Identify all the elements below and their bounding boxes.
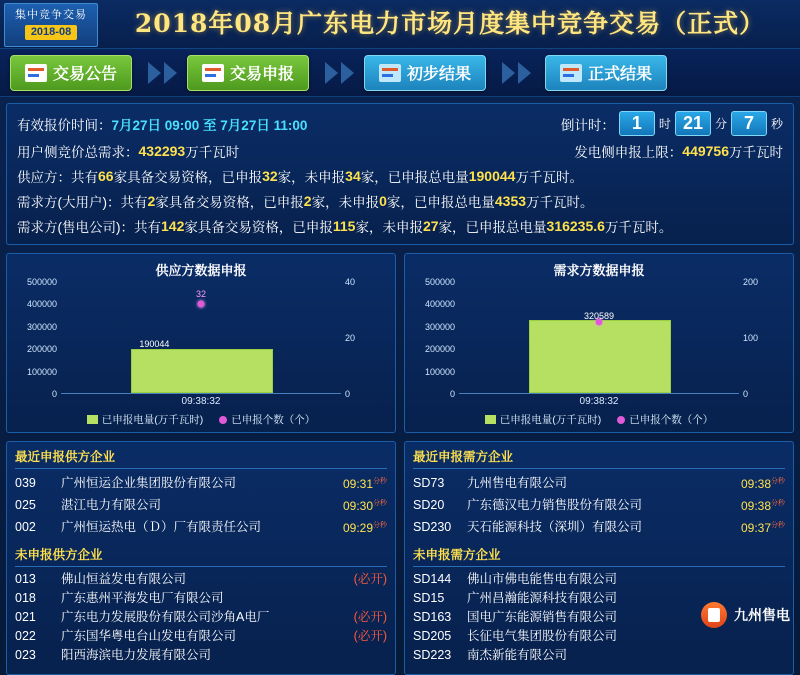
step-bar [0, 49, 800, 97]
legend-energy: 已申报电量(万千瓦时) [485, 412, 602, 427]
countdown-minutes-unit: 分 [714, 117, 727, 131]
countdown-seconds: 7 [731, 111, 767, 136]
chart-plot [15, 277, 387, 399]
wechat-badge-icon [701, 602, 727, 628]
company-name: 广州昌瀚能源科技有限公司 [467, 591, 618, 605]
declare-time: $09:38^{分秒}$ [740, 499, 785, 513]
stat-prefix: 需求方(售电公司)：共有 [17, 220, 161, 235]
declare-time: $09:30^{分秒}$ [342, 499, 387, 513]
company-name: 湛江电力有限公司 [61, 497, 162, 512]
list-item[interactable] [15, 472, 387, 494]
marker-count [198, 301, 205, 308]
list-item[interactable] [413, 516, 785, 538]
step-arrow-3 [502, 62, 531, 84]
company-name: 广州恒运企业集团股份有限公司 [61, 475, 237, 490]
stat-undeclared: 0 [379, 193, 387, 209]
company-name: 佛山市佛电能售电有限公司 [467, 572, 618, 586]
stat-mid2: 家，未申报 [355, 220, 423, 235]
declare-time: $09:29^{分秒}$ [342, 521, 387, 535]
y-axis-left: 500000 400000 300000 200000 100000 0 [26, 277, 57, 399]
company-code: 002 [15, 519, 36, 534]
list-item[interactable] [413, 570, 785, 589]
stat-mid3: 家，已申报总电量 [386, 195, 495, 210]
plot-area [61, 282, 341, 394]
list-item[interactable] [15, 516, 387, 538]
chart-legend [11, 412, 391, 427]
watermark [701, 602, 790, 628]
company-code: 023 [15, 648, 36, 662]
countdown-minutes: 21 [675, 111, 711, 136]
stat-prefix: 供应方：共有 [17, 170, 98, 185]
step-final-result[interactable] [545, 55, 667, 91]
demand-supply-row [17, 141, 783, 161]
chart-title: 供应方数据申报 [155, 263, 247, 278]
countdown [561, 111, 783, 136]
demand-value: 432293 [138, 143, 186, 159]
plot-area [459, 282, 739, 394]
valid-time-value: 7月27日 09:00 至 7月27日 11:00 [111, 117, 308, 133]
legend-swatch-energy [485, 415, 496, 424]
supply-chart [6, 253, 396, 433]
marker-count-label: 32 [195, 288, 207, 299]
company-code: 021 [15, 610, 36, 624]
stat-declared: 2 [303, 193, 312, 209]
company-code: 018 [15, 591, 36, 605]
company-name: 广州恒运热电（Ｄ）厂有限责任公司 [61, 519, 262, 534]
stat-total: 66 [98, 168, 114, 184]
x-axis-tick: 09:38:32 [181, 396, 221, 407]
company-name: 广东国华粤电台山发电有限公司 [61, 629, 237, 643]
list-item[interactable] [413, 494, 785, 516]
x-axis-tick: 09:38:32 [579, 396, 619, 407]
stat-mid3: 家，已申报总电量 [438, 220, 547, 235]
supply-cap-label: 发电侧申报上限： [574, 145, 683, 160]
step-trade-announcement[interactable] [10, 55, 132, 91]
retailer-stats-row [17, 216, 783, 236]
logo-period: 2018-08 [25, 25, 77, 40]
declare-time: $09:37^{分秒}$ [740, 521, 785, 535]
demand-unit: 万千瓦时 [185, 145, 240, 160]
stat-mid2: 家，未申报 [311, 195, 380, 210]
stat-energy: 316235.6 [546, 218, 605, 234]
stat-energy: 4353 [494, 193, 527, 209]
company-name: 天石能源科技（深圳）有限公司 [467, 519, 643, 534]
company-name: 国电广东能源销售有限公司 [467, 610, 618, 624]
company-code: SD15 [413, 591, 445, 605]
bar-energy-label: 190044 [139, 338, 170, 349]
chart-plot [413, 277, 785, 399]
list-item[interactable] [413, 627, 785, 646]
valid-time-label: 有效报价时间： [17, 117, 112, 133]
list-item[interactable] [413, 646, 785, 665]
demand-label: 用户侧竞价总需求： [17, 145, 139, 160]
supplier-panel [6, 441, 396, 675]
countdown-hours: 1 [619, 111, 655, 136]
recent-supplier-title: 最近申报供方企业 [15, 447, 387, 469]
legend-energy: 已申报电量(万千瓦时) [87, 412, 204, 427]
demand-panel [404, 441, 794, 675]
y-axis-right: 40 20 0 [345, 277, 356, 399]
company-code: SD163 [413, 610, 452, 624]
chart-title: 需求方数据申报 [553, 263, 645, 278]
company-name: 长征电气集团股份有限公司 [467, 629, 618, 643]
step-label: 交易申报 [230, 66, 295, 83]
company-name: 阳西海滨电力发展有限公司 [61, 648, 212, 662]
list-item[interactable] [15, 627, 387, 646]
supply-cap-unit: 万千瓦时 [729, 145, 783, 160]
watermark-text: 九州售电 [734, 607, 790, 623]
stat-mid1: 家具备交易资格，已申报 [155, 195, 304, 210]
supply-stats-row [17, 166, 783, 186]
stat-energy: 190044 [468, 168, 516, 184]
list-item[interactable] [15, 608, 387, 627]
app-logo [4, 3, 98, 47]
must-run-tag: (必开) [353, 629, 387, 643]
lists-area [6, 441, 794, 675]
stat-total: 2 [147, 193, 156, 209]
step-preliminary-result[interactable] [364, 55, 486, 91]
stat-mid3: 家，已申报总电量 [360, 170, 469, 185]
stat-declared: 115 [332, 218, 356, 234]
stat-mid1: 家具备交易资格，已申报 [113, 170, 263, 185]
company-code: 013 [15, 572, 36, 586]
legend-swatch-energy [87, 415, 98, 424]
supply-cap-value: 449756 [682, 143, 729, 159]
company-name: 九州售电有限公司 [467, 475, 568, 490]
countdown-hours-unit: 时 [658, 117, 671, 131]
stat-declared: 32 [262, 168, 278, 184]
list-item[interactable] [15, 494, 387, 516]
demand-chart [404, 253, 794, 433]
list-item[interactable] [413, 472, 785, 494]
y-axis-right: 200 100 0 [743, 277, 759, 399]
must-run-tag: (必开) [353, 572, 387, 586]
step-arrow-2 [325, 62, 354, 84]
y-axis-left: 500000 400000 300000 200000 100000 0 [424, 277, 455, 399]
charts-area [6, 253, 794, 433]
stat-suffix: 万千瓦时。 [515, 170, 583, 185]
chart-legend [409, 412, 789, 427]
bar-energy [529, 320, 671, 393]
document-icon [25, 64, 47, 82]
company-name: 广东惠州平海发电厂有限公司 [61, 591, 224, 605]
legend-count: 已申报个数（个） [617, 412, 713, 427]
chart-icon [379, 64, 401, 82]
company-code: 039 [15, 475, 36, 490]
company-code: SD205 [413, 629, 452, 643]
legend-count: 已申报个数（个） [219, 412, 315, 427]
stat-undeclared: 34 [345, 168, 361, 184]
large-user-stats-row [17, 191, 783, 211]
bar-energy [131, 349, 273, 393]
bar-energy-label: 320589 [583, 310, 615, 321]
stat-undeclared: 27 [422, 218, 439, 234]
list-item[interactable] [15, 646, 387, 665]
step-label: 正式结果 [588, 66, 653, 83]
countdown-seconds-unit: 秒 [770, 117, 783, 131]
countdown-label: 倒计时： [560, 117, 615, 133]
step-arrow-1 [148, 62, 177, 84]
valid-time-row [17, 111, 783, 136]
company-code: SD144 [413, 572, 452, 586]
company-name: 佛山恒益发电有限公司 [61, 572, 187, 586]
declare-time: $09:31^{分秒}$ [342, 477, 387, 491]
company-name: 南杰新能有限公司 [467, 648, 568, 662]
stat-suffix: 万千瓦时。 [604, 220, 673, 235]
pending-demand-title: 未申报需方企业 [413, 545, 785, 567]
must-run-tag: (必开) [353, 610, 387, 624]
list-item[interactable] [15, 589, 387, 608]
legend-swatch-count [617, 416, 625, 424]
company-name: 广东德汉电力销售股份有限公司 [467, 497, 643, 512]
info-panel [6, 103, 794, 245]
chart-icon [560, 64, 582, 82]
company-code: 025 [15, 497, 36, 512]
company-code: 022 [15, 629, 36, 643]
step-trade-declaration[interactable] [187, 55, 309, 91]
step-label: 初步结果 [407, 66, 472, 83]
document-icon [202, 64, 224, 82]
stat-suffix: 万千瓦时。 [526, 195, 594, 210]
stat-mid2: 家，未申报 [277, 170, 346, 185]
logo-title: 集中竞争交易 [15, 9, 87, 21]
page-title: 2018年08月广东电力市场月度集中竞争交易（正式） [134, 9, 766, 38]
stat-mid1: 家具备交易资格，已申报 [184, 220, 333, 235]
step-label: 交易公告 [53, 66, 118, 83]
company-code: SD20 [413, 497, 445, 512]
list-item[interactable] [15, 570, 387, 589]
company-code: SD73 [413, 475, 445, 490]
company-name: 广东电力发展股份有限公司沙角A电厂 [61, 610, 270, 624]
stat-total: 142 [161, 218, 185, 234]
declare-time: $09:38^{分秒}$ [740, 477, 785, 491]
page-header [0, 0, 800, 49]
recent-demand-title: 最近申报需方企业 [413, 447, 785, 469]
legend-swatch-count [219, 416, 227, 424]
company-code: SD223 [413, 648, 452, 662]
company-code: SD230 [413, 519, 452, 534]
pending-supplier-title: 未申报供方企业 [15, 545, 387, 567]
stat-prefix: 需求方(大用户)：共有 [17, 195, 148, 210]
